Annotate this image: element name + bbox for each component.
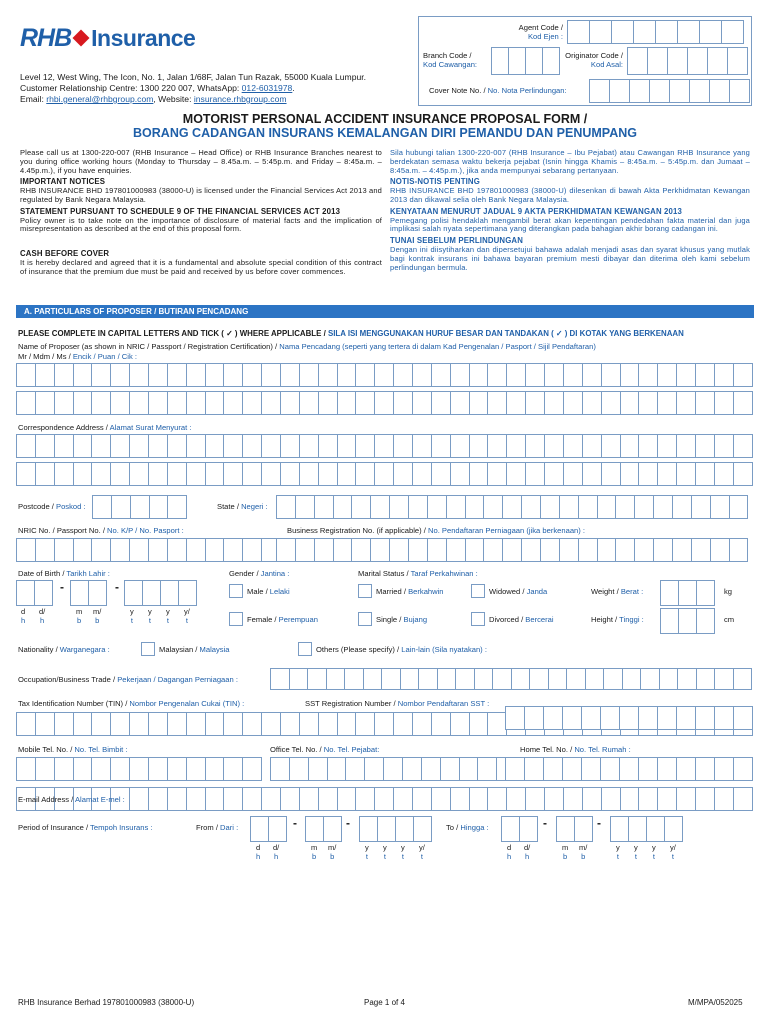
nric-boxes[interactable]	[16, 538, 281, 562]
address-line1: Level 12, West Wing, The Icon, No. 1, Jalan 1/68F, Jalan Tun Razak, 55000 Kuala Lumpur.	[20, 72, 367, 82]
dob-day-boxes[interactable]	[16, 580, 53, 606]
dob-dash-1: -	[60, 580, 64, 594]
to-dash-2: -	[597, 816, 601, 830]
from-dash-2: -	[346, 816, 350, 830]
name-boxes-row1[interactable]	[16, 363, 753, 387]
footer-company: RHB Insurance Berhad 197801000983 (38000-U)	[18, 998, 195, 1007]
to-yt-3: y t	[652, 843, 656, 861]
originator-code-label: Originator Code / Kod Asal:	[565, 51, 623, 69]
from-month-boxes[interactable]	[305, 816, 342, 842]
female-label: Female / Perempuan	[247, 615, 318, 624]
cash-ms-heading: TUNAI SEBELUM PERLINDUNGAN	[390, 236, 523, 246]
others-label: Others (Please specify) / Lain-lain (Sila nyatakan) :	[316, 645, 487, 654]
nric-label: NRIC No. / Passport No. / No. K/P / No. Pasport :	[18, 526, 184, 535]
postcode-boxes[interactable]	[92, 495, 187, 519]
footer-form-code: M/MPA/052025	[688, 998, 743, 1007]
statement-en-heading: STATEMENT PURSUANT TO SCHEDULE 9 OF THE FINANCIAL SERVICES ACT 2013	[20, 206, 341, 216]
from-dh-1: d h	[256, 843, 261, 861]
postcode-label: Postcode / Poskod :	[18, 502, 86, 511]
to-yt-2: y t	[634, 843, 638, 861]
dob-label: Date of Birth / Tarikh Lahir :	[18, 569, 110, 578]
home-tel-boxes[interactable]	[505, 757, 753, 781]
female-checkbox[interactable]	[229, 612, 243, 626]
mobile-label: Mobile Tel. No. / No. Tel. Bimbit :	[18, 745, 128, 754]
agent-code-boxes[interactable]	[567, 20, 744, 44]
to-month-boxes[interactable]	[556, 816, 593, 842]
mobile-boxes[interactable]	[16, 757, 262, 781]
website-link[interactable]: insurance.rhbgroup.com	[193, 94, 287, 104]
dob-yt-3: y t	[166, 607, 170, 625]
section-a-header	[16, 305, 754, 318]
dob-dh-2: d/ h	[39, 607, 46, 625]
cm-unit: cm	[724, 615, 735, 624]
brn-boxes[interactable]	[276, 538, 748, 562]
from-mb-2: m/ b	[328, 843, 337, 861]
from-label: From / Dari :	[196, 823, 239, 832]
notices-ms: RHB INSURANCE BHD 197801000983 (38000-U) dilesenkan di bawah Akta Perkhidmatan Kewangan 2013 dan dikawal selia oleh Bank Negara Malaysia.	[390, 186, 750, 204]
office-tel-label: Office Tel. No. / No. Tel. Pejabat:	[270, 745, 380, 754]
from-year-boxes[interactable]	[359, 816, 432, 842]
notices-en-heading: IMPORTANT NOTICES	[20, 177, 106, 187]
to-label: To / Hingga :	[446, 823, 489, 832]
from-mb-1: m b	[311, 843, 318, 861]
statement-en: Policy owner is to take note on the importance of disclosure of material facts and the implication of misrepresentation as described at the end of this proposal form.	[20, 215, 382, 234]
brn-label: Business Registration No. (if applicable) / No. Pendaftaran Perniagaan (jika berkenaan) :	[287, 526, 586, 535]
dob-month-boxes[interactable]	[70, 580, 107, 606]
crc-period: .	[292, 83, 295, 93]
sst-boxes[interactable]	[505, 706, 753, 730]
dob-mb-2: m/ b	[93, 607, 102, 625]
instruction: PLEASE COMPLETE IN CAPITAL LETTERS AND TICK ( ✓ ) WHERE APPLICABLE / SILA ISI MENGGUNAKAN HURUF BESAR DAN TANDAKAN ( ✓ ) DI KOTAK YANG BERKENAAN	[18, 329, 684, 338]
cash-ms: Dengan ini diisytiharkan dan dipersetujui bahawa adalah menjadi asas dan syarat khusus yang mutlak bagi kontrak insurans ini bahawa bayaran premium mesti dibayar dan diterima oleh kami sebelum perlindungan bermula.	[390, 244, 750, 272]
married-label: Married / Berkahwin	[376, 587, 444, 596]
malaysian-checkbox[interactable]	[141, 642, 155, 656]
dob-year-boxes[interactable]	[124, 580, 197, 606]
website-label: , Website:	[153, 94, 194, 104]
notices-en: RHB INSURANCE BHD 197801000983 (38000-U) is licensed under the Financial Services Act 2013 and regulated by Bank Negara Malaysia.	[20, 186, 382, 204]
from-yt-2: y t	[383, 843, 387, 861]
widowed-checkbox[interactable]	[471, 584, 485, 598]
section-a-title: A. PARTICULARS OF PROPOSER / BUTIRAN PENCADANG	[24, 307, 249, 316]
office-tel-boxes[interactable]	[270, 757, 516, 781]
from-dh-2: d/ h	[273, 843, 280, 861]
email-label: Email:	[20, 94, 47, 104]
sst-label: SST Registration Number / Nombor Pendaftaran SST :	[305, 699, 490, 708]
logo-rhb-text: RHB	[20, 23, 72, 52]
widowed-label: Widowed / Janda	[489, 587, 548, 596]
dob-yt-4: y/ t	[184, 607, 190, 625]
occupation-boxes[interactable]	[270, 668, 752, 690]
period-label: Period of Insurance / Tempoh Insurans :	[18, 823, 153, 832]
from-day-boxes[interactable]	[250, 816, 287, 842]
single-checkbox[interactable]	[358, 612, 372, 626]
to-mb-2: m/ b	[579, 843, 588, 861]
whatsapp-link[interactable]: 012-6031978	[241, 83, 293, 93]
others-checkbox[interactable]	[298, 642, 312, 656]
dob-yt-1: y t	[130, 607, 134, 625]
email-address-label: E-mail Address / Alamat E-mel :	[18, 795, 125, 804]
cover-note-boxes[interactable]	[589, 79, 750, 103]
intro-en	[20, 149, 382, 277]
nationality-label: Nationality / Warganegara :	[18, 645, 110, 654]
height-boxes[interactable]	[660, 608, 715, 634]
from-dash-1: -	[293, 816, 297, 830]
company-logo	[20, 24, 195, 52]
to-yt-4: y/ t	[670, 843, 676, 861]
dob-dh-1: d h	[21, 607, 26, 625]
kg-unit: kg	[724, 587, 733, 596]
weight-label: Weight / Berat :	[591, 587, 644, 596]
name-label: Name of Proposer (as shown in NRIC / Passport / Registration Certification) / Nama Pencadang (seperti yang tertera di dalam Kad Pengenalan / Pasport / Sijil Pendaftaran)	[18, 342, 596, 351]
footer-page: Page 1 of 4	[364, 998, 405, 1007]
state-boxes[interactable]	[276, 495, 748, 519]
tin-label: Tax Identification Number (TIN) / Nombor Pengenalan Cukai (TIN) :	[18, 699, 245, 708]
company-address	[20, 72, 366, 105]
statement-ms-heading: KENYATAAN MENURUT JADUAL 9 AKTA PERKHIDMATAN KEWANGAN 2013	[390, 206, 683, 216]
married-checkbox[interactable]	[358, 584, 372, 598]
address-boxes-row2[interactable]	[16, 462, 753, 486]
correspondence-label: Correspondence Address / Alamat Surat Menyurat :	[18, 423, 192, 432]
title-label: Mr / Mdm / Ms / Encik / Puan / Cik :	[18, 352, 137, 361]
to-day-boxes[interactable]	[501, 816, 538, 842]
cash-en: It is hereby declared and agreed that it is a fundamental and absolute special condition of this contract of insurance that the premium due must be paid and received by us before cover commences.	[20, 257, 382, 276]
form-title-en: MOTORIST PERSONAL ACCIDENT INSURANCE PROPOSAL FORM /	[182, 112, 588, 126]
malaysian-label: Malaysian / Malaysia	[159, 645, 230, 654]
to-yt-1: y t	[616, 843, 620, 861]
marital-label: Marital Status / Taraf Perkahwinan :	[358, 569, 478, 578]
statement-ms: Pemegang polisi hendaklah mengambil berat akan kepentingan pendedahan fakta material dan juga implikasi salah nyata sepertimana yang diterangkan pada bahagian akhir borang cadangan ini.	[390, 215, 750, 234]
branch-code-label: Branch Code / Kod Cawangan:	[423, 51, 478, 69]
weight-boxes[interactable]	[660, 580, 715, 606]
name-boxes-row2[interactable]	[16, 391, 753, 415]
state-label: State / Negeri :	[217, 502, 268, 511]
notices-ms-heading: NOTIS-NOTIS PENTING	[390, 177, 480, 187]
dob-yt-2: y t	[148, 607, 152, 625]
occupation-label: Occupation/Business Trade / Pekerjaan / Dagangan Perniagaan :	[18, 675, 238, 684]
crc-text: Customer Relationship Centre: 1300 220 007, WhatsApp:	[20, 83, 242, 93]
address-boxes-row1[interactable]	[16, 434, 753, 458]
height-label: Height / Tinggi :	[591, 615, 644, 624]
from-yt-4: y/ t	[419, 843, 425, 861]
cash-en-heading: CASH BEFORE COVER	[20, 249, 110, 259]
single-label: Single / Bujang	[376, 615, 428, 624]
dob-mb-1: m b	[76, 607, 83, 625]
email-boxes[interactable]	[16, 787, 753, 811]
to-year-boxes[interactable]	[610, 816, 683, 842]
home-tel-label: Home Tel. No. / No. Tel. Rumah :	[520, 745, 631, 754]
from-yt-3: y t	[401, 843, 405, 861]
cover-note-label: Cover Note No. / No. Nota Perlindungan:	[429, 86, 567, 95]
male-label: Male / Lelaki	[247, 587, 290, 596]
from-yt-1: y t	[365, 843, 369, 861]
gender-label: Gender / Jantina :	[229, 569, 290, 578]
logo-insurance-text: Insurance	[91, 24, 196, 51]
call-ms: Sila hubungi talian 1300-220-007 (RHB Insurance – Ibu Pejabat) atau Cawangan RHB Insurance yang berdekatan semasa waktu bekerja pejabat (Isnin hingga Khamis – 8:45a.m. – 5:45p.m. dan Jumaat – 8:45a.m. – 4:45p.m.), jika anda mempunyai sebarang pertanyaan.	[390, 148, 750, 175]
divorced-checkbox[interactable]	[471, 612, 485, 626]
logo-diamond-icon	[73, 30, 90, 47]
address-line2	[20, 83, 366, 94]
agent-panel	[418, 16, 752, 106]
divorced-label: Divorced / Bercerai	[489, 615, 554, 624]
form-title-ms: BORANG CADANGAN INSURANS KEMALANGAN DIRI PEMANDU DAN PENUMPANG	[133, 126, 637, 140]
to-dh-1: d h	[507, 843, 512, 861]
to-mb-1: m b	[562, 843, 569, 861]
to-dh-2: d/ h	[524, 843, 531, 861]
email-link[interactable]: rhbi.general@rhbgroup.com	[46, 94, 154, 104]
call-en: Please call us at 1300-220-007 (RHB Insurance – Head Office) or RHB Insurance Branches nearest to you during office working hours (Monday to Thursday – 8.45a.m. – 5:45p.m. and Friday – 8:45a.m. – 4.45p.m.), if you have enquiries.	[20, 148, 382, 175]
form-title	[0, 112, 770, 140]
address-line3	[20, 94, 366, 105]
originator-code-boxes[interactable]	[627, 47, 748, 75]
dob-dash-2: -	[115, 580, 119, 594]
agent-code-label: Agent Code / Kod Ejen :	[518, 23, 563, 41]
intro-ms	[390, 149, 750, 272]
male-checkbox[interactable]	[229, 584, 243, 598]
to-dash-1: -	[543, 816, 547, 830]
